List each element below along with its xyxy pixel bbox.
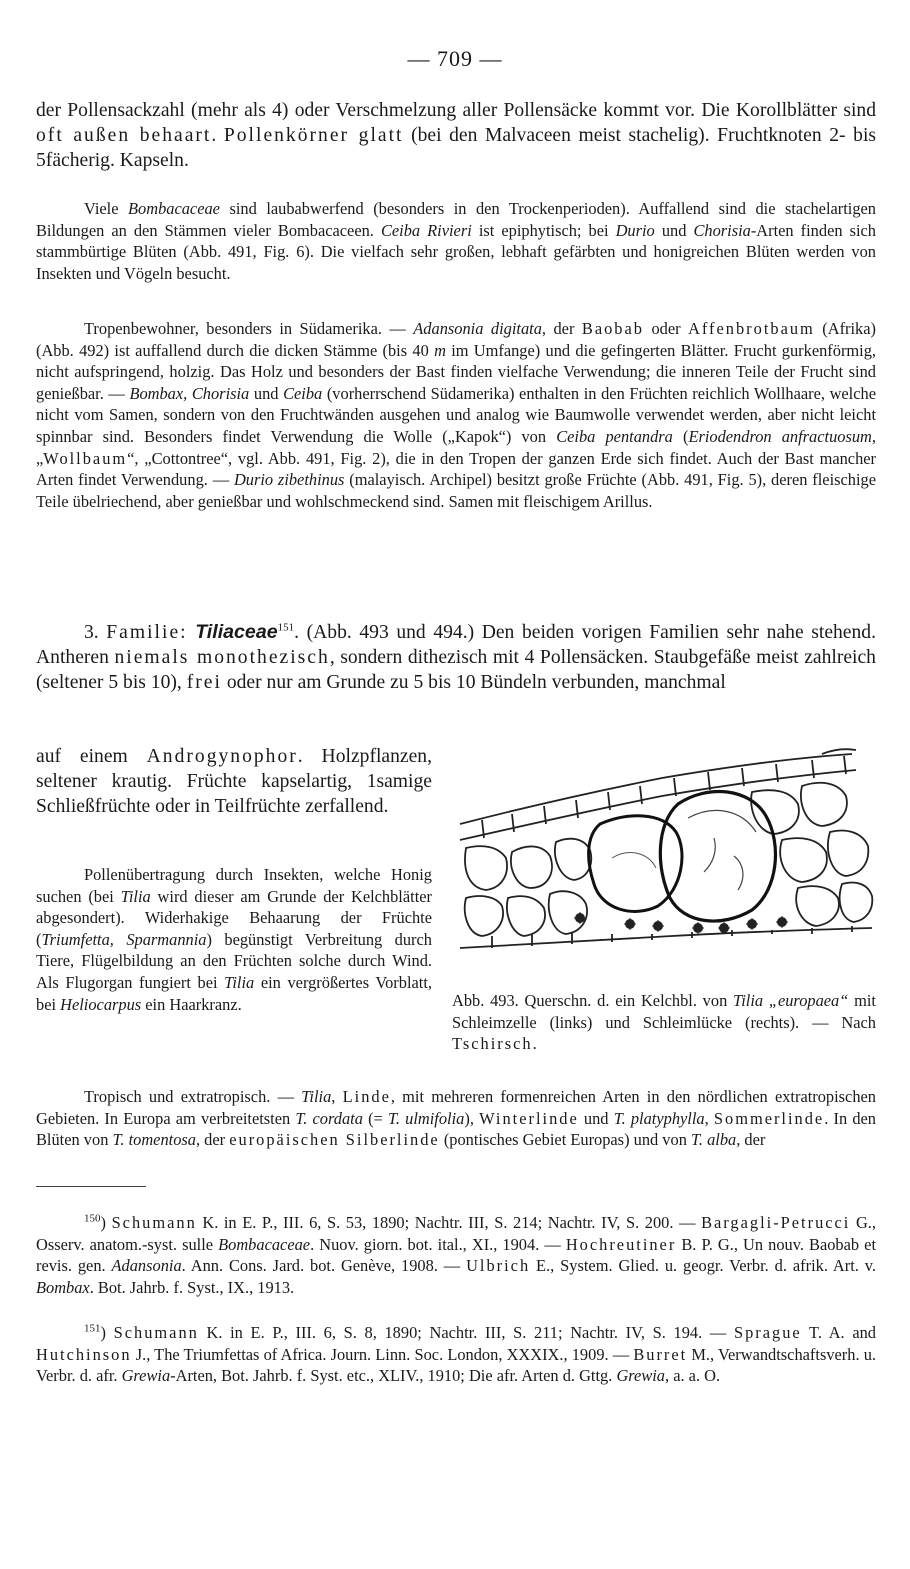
paragraph-bombacaceae-biology: Viele Bombacaceae sind laubabwerfend (besonders in den Trockenperioden). Auffallend sind die stachelartigen Bildungen an den Stämmen vieler Bombacaceen. Ceiba Rivieri ist epiphytisch; bei Durio und Chorisia-Arten finden sich stammbürtige Blüten (Abb. 491, Fig. 6). Die vielfach sehr großen, lebhaft gefärbten und honigreichen Blüten werden von Insekten und Vögeln besucht. — [36, 199, 877, 283]
figure-493-caption: Abb. 493. Querschn. d. ein Kelchbl. von Tilia „europaea“ mit Schleimzelle (links) und Schleimlücke (rechts). — Nach Tschirsch. — [452, 991, 876, 1054]
paragraph-bombacaceae-distribution: Tropenbewohner, besonders in Südamerika. — Adansonia digitata, der Baobab oder Affenbrotbaum (Afrika) (Abb. 492) ist auffallend durch die dicken Stämme (bis 40 m im Umfange) und die gefingerten Blätter. Frucht gurkenförmig, nicht aufspringend, holzig. Das Holz und besonders der Bast finden vielfache Verwendung; die inneren Teile der Frucht sind genießbar. — Bombax, Chorisia und Ceiba (vorherrschend Südamerika) enthalten in den Früchten reichlich Wollhaare, welche nicht vom Samen, sondern von den Fruchtwänden ausgehen und analog wie Baumwolle verwendet werden, aber nicht leicht spinnbar sind. Besonders findet Verwendung die Wolle („Kapok“) von Ceiba pentandra (Eriodendron anfractuosum, „Wollbaum“, „Cottontree“, vgl. Abb. 491, Fig. 2), die in den Tropen der ganzen Erde sich findet. Auch der Bast mancher Arten findet Verwendung. — Durio zibethinus (malayisch. Archipel) besitzt große Früchte (Abb. 491, Fig. 5), deren fleischige Teile übelriechend, aber genießbar und wohlschmeckend sind. Samen mit fleischigem Arillus. — [36, 319, 877, 511]
footnote-number: 150 — [84, 1212, 101, 1225]
footnote-number: 151 — [84, 1322, 101, 1335]
paragraph-tiliaceae-pollination: Pollenübertragung durch Insekten, welche Honig suchen (bei Tilia wird dieser am Grunde der Kelchblätter abgesondert). Widerhakige Behaarung der Früchte (Triumfetta, Sparmannia) begünstigt Verbreitung durch Tiere, Flügelbildung an den Früchten solche durch Wind. Als Flugorgan fungiert bei Tilia ein vergrößertes Vorblatt, bei Heliocarpus ein Haarkranz. — [36, 865, 433, 1014]
footnote-151: $^{151}$) Schumann K. in E. P., III. 6, S. 8, 1890; Nachtr. III, S. 211; Nachtr. IV, S. 194. — Sprague T. A. and Hutchinson J., The Triumfettas of Africa. Journ. Linn. Soc. London, XXXIX., 1909. — Burret M., Verwandtschaftsverh. u. Verbr. d. afr. Grewia-Arten, Bot. Jahrb. f. Syst. etc., XLIV., 1910; Die afr. Arten d. Gttg. Grewia, a. a. O. — [36, 1322, 876, 1386]
figure-493-illustration — [452, 748, 878, 980]
footnote-150: $^{150}$) Schumann K. in E. P., III. 6, S. 53, 1890; Nachtr. III, S. 214; Nachtr. IV, S. 200. — Bargagli-Petrucci G., Osserv. anatom.-syst. sulle Bombacaceae. Nuov. giorn. bot. ital., XI., 1904. — Hochreutiner B. P. G., Un nouv. Baobab et revis. gen. Adansonia. Ann. Cons. Jard. bot. Genève, 1908. — Ulbrich E., System. Glied. u. geogr. Verbr. d. afrik. Art. v. Bombax. Bot. Jahrb. f. Syst., IX., 1913. — [36, 1212, 876, 1297]
footnote-divider — [36, 1186, 146, 1187]
family-name-tiliaceae: Tiliaceae — [195, 621, 278, 643]
leaf-cross-section-drawing — [452, 748, 878, 980]
paragraph-tiliaceae-description: auf einem Androgynophor. Holzpflanzen, seltener krautig. Früchte kapselartig, 1samige Schließfrüchte oder in Teilfrüchte zerfallend. — [36, 746, 432, 817]
paragraph-tiliaceae-heading: 3. Familie: Tiliaceae$^{151}$. (Abb. 493 und 494.) Den beiden vorigen Familien sehr nahe stehend. Antheren niemals monothezisch, sondern dithezisch mit 4 Pollensäcken. Staubgefäße meist zahlreich (seltener 5 bis 10), frei oder nur am Grunde zu 5 bis 10 Bündeln verbunden, manchmal — [36, 621, 876, 693]
page-number: — 709 — — [407, 46, 503, 71]
paragraph-malvaceae-end: der Pollensackzahl (mehr als 4) oder Verschmelzung aller Pollensäcke kommt vor. Die Korollblätter sind oft außen behaart. Pollenkörner glatt (bei den Malvaceen meist stachelig). Fruchtknoten 2- bis 5fächerig. Kapseln. — [36, 100, 877, 171]
lower-epidermis-outline — [460, 928, 872, 948]
crystal-druses — [575, 913, 787, 933]
upper-epidermis-outline — [460, 754, 852, 824]
footnote-ref-151: 151 — [277, 621, 295, 634]
paragraph-tilia-distribution: Tropisch und extratropisch. — Tilia, Linde, mit mehreren formenreichen Arten in den nördlichen extratropischen Gebieten. In Europa am verbreitetsten T. cordata (= T. ulmifolia), Winterlinde und T. platyphylla, Sommerlinde. In den Blüten von T. tomentosa, der europäischen Silberlinde (pontisches Gebiet Europas) und von T. alba, der — [36, 1087, 876, 1150]
